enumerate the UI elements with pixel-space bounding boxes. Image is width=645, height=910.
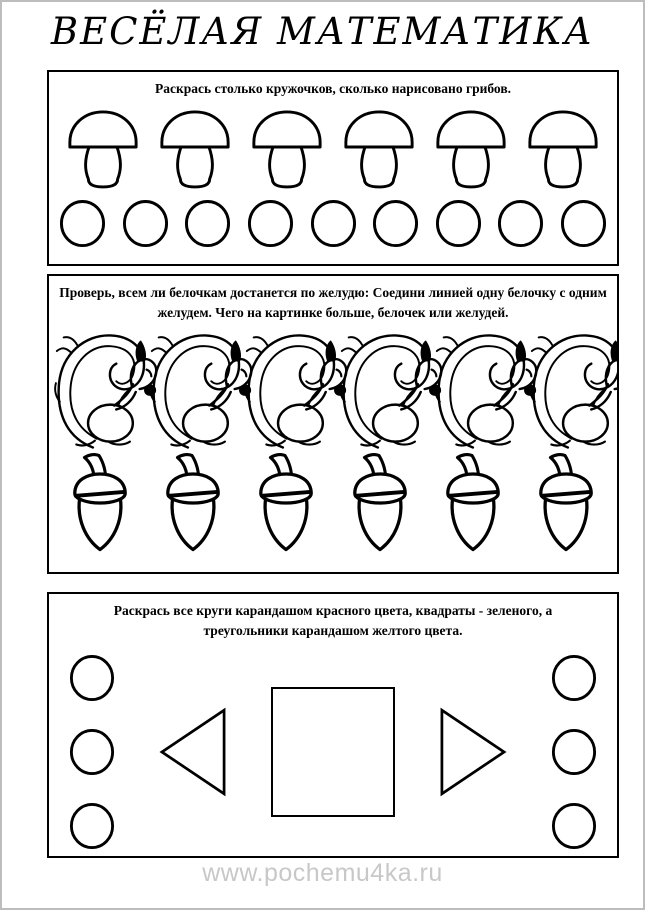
mushroom-row — [49, 103, 617, 191]
acorn-icon — [442, 453, 504, 555]
section-squirrels-task — [47, 274, 619, 574]
circle-shape — [69, 654, 115, 702]
shapes-instruction: Раскрась все круги карандашом красного цвета, квадраты - зеленого, а треугольники карандашом желтого цвета. — [113, 603, 553, 638]
squirrels-instruction: Проверь, всем ли белочкам достанется по желудю: Соедини линией одну белочку с одним желудем. Чего на картинке больше, белочек или желудей. — [59, 285, 607, 320]
circle-shape — [551, 802, 597, 850]
circle-shape — [551, 654, 597, 702]
counting-circle — [184, 199, 231, 248]
counting-circle — [372, 199, 419, 248]
mushroom-icon — [249, 103, 325, 191]
squirrel-row — [49, 327, 617, 453]
mushroom-icon — [341, 103, 417, 191]
counting-circle — [435, 199, 482, 248]
section-shapes-task — [47, 592, 619, 858]
right-circle-column — [551, 654, 597, 850]
section-mushrooms-task — [47, 70, 619, 266]
counting-circle — [59, 199, 106, 248]
circle-shape — [551, 728, 597, 776]
shapes-row — [49, 650, 617, 854]
squirrel-icon — [432, 327, 527, 453]
circle-shape — [69, 728, 115, 776]
mushroom-icon — [433, 103, 509, 191]
acorn-icon — [255, 453, 317, 555]
counting-circle — [310, 199, 357, 248]
mushroom-icon — [65, 103, 141, 191]
square-shape — [271, 687, 395, 817]
acorn-icon — [69, 453, 131, 555]
squirrel-icon — [52, 327, 147, 453]
counting-circle — [560, 199, 607, 248]
mushroom-icon — [525, 103, 601, 191]
squirrel-icon — [147, 327, 242, 453]
acorn-row — [49, 453, 617, 555]
counting-circle — [247, 199, 294, 248]
squirrel-icon — [527, 327, 619, 453]
mushrooms-instruction: Раскрась столько кружочков, сколько нарисовано грибов. — [154, 81, 512, 96]
left-circle-column — [69, 654, 115, 850]
squirrel-icon — [242, 327, 337, 453]
acorn-icon — [162, 453, 224, 555]
circle-shape — [69, 802, 115, 850]
triangle-left-shape — [159, 707, 227, 797]
counting-circle — [497, 199, 544, 248]
counting-circle-row — [49, 199, 617, 248]
watermark-url: www.pochemu4ka.ru — [202, 859, 443, 887]
acorn-icon — [535, 453, 597, 555]
squirrel-icon — [337, 327, 432, 453]
triangle-right-shape — [439, 707, 507, 797]
counting-circle — [122, 199, 169, 248]
acorn-icon — [349, 453, 411, 555]
page-title: ВЕСЁЛАЯ МАТЕМАТИКА — [50, 10, 595, 53]
mushroom-icon — [157, 103, 233, 191]
